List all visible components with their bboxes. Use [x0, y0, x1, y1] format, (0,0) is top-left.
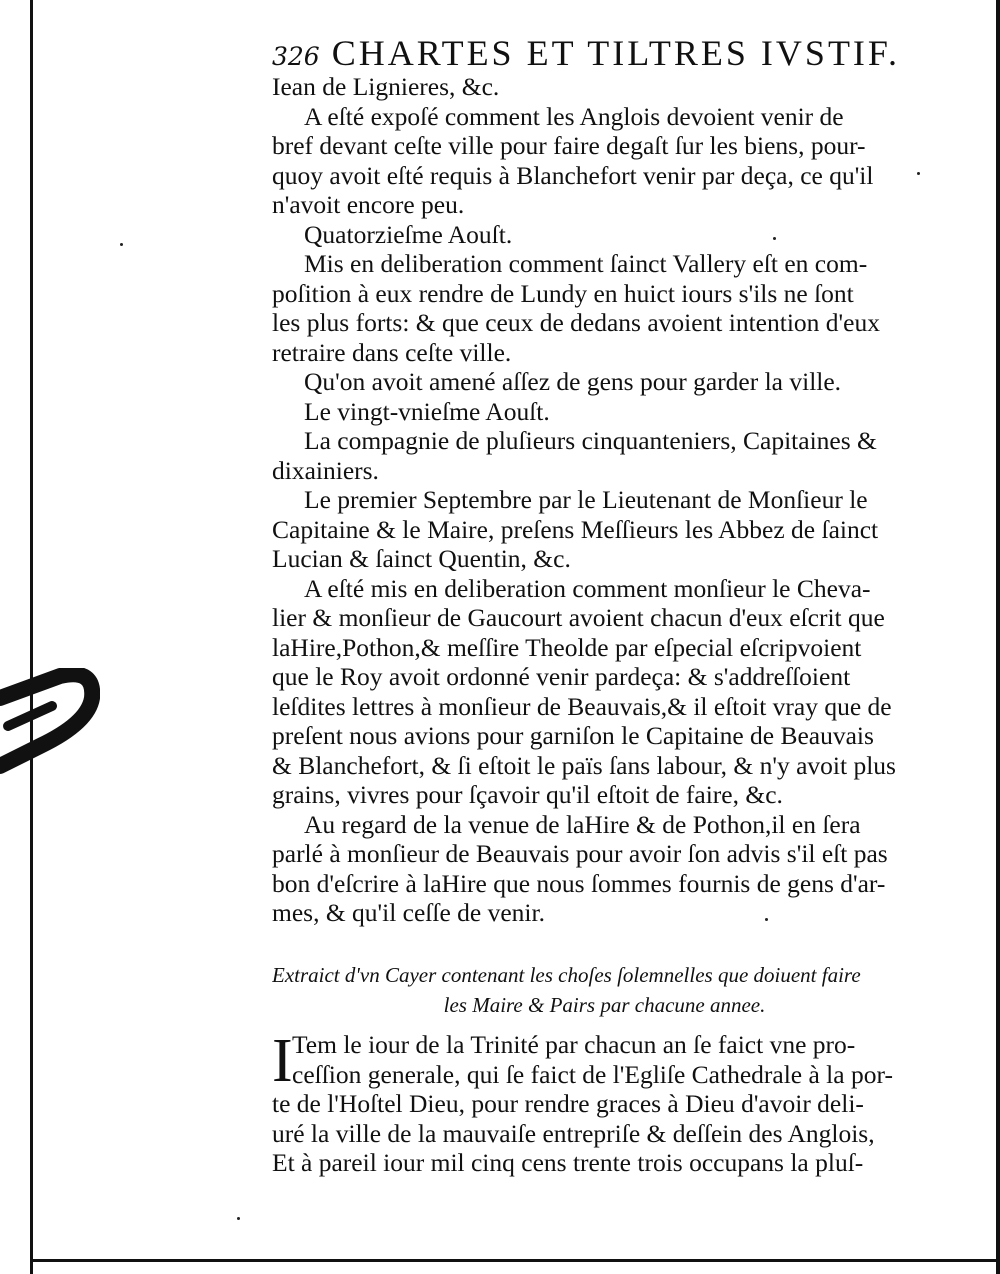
text-line: A eſté mis en deliberation comment monſieur le Cheva-	[304, 573, 871, 603]
page-bottom-edge	[30, 1259, 1000, 1262]
page-left-edge	[30, 0, 33, 1274]
print-speck	[120, 243, 123, 246]
text-line: & Blanchefort, & ſi eſtoit le païs ſans labour, & n'y avoit plus	[272, 750, 896, 780]
text-line: que le Roy avoit ordonné venir pardeça: & s'addreſſoient	[272, 662, 851, 691]
text-line: n'avoit encore peu.	[272, 190, 465, 219]
text-line: poſition à eux rendre de Lundy en huict iours s'ils ne ſont	[272, 278, 854, 308]
text-line: Iean de Lignieres, &c.	[272, 72, 500, 101]
text-line: quoy avoit eſté requis à Blanchefort venir par deça, ce qu'il	[272, 160, 874, 190]
print-speck	[237, 1217, 240, 1220]
text-line: Le premier Septembre par le Lieutenant de Monſieur le	[304, 485, 868, 514]
text-line: grains, vivres pour ſçavoir qu'il eſtoit de faire, &c.	[272, 780, 783, 809]
text-line: Au regard de la venue de laHire & de Pothon,il en ſera	[304, 809, 861, 839]
text-line: te de l'Hoſtel Dieu, pour rendre graces à Dieu d'avoir deli-	[272, 1089, 864, 1118]
main-text	[272, 72, 932, 928]
text-line: leſdites lettres à monſieur de Beauvais,& il eſtoit vray que de	[272, 691, 892, 721]
text-line: Tem le iour de la Trinité par chacun an ſe faict vne pro-	[292, 1030, 856, 1059]
text-line: Et à pareil iour mil cinq cens trente trois occupans la pluſ-	[272, 1148, 864, 1177]
text-line: Capitaine & le Maire, preſens Meſſieurs les Abbez de ſainct	[272, 514, 879, 544]
text-line: Le vingt-vnieſme Aouſt.	[304, 396, 550, 426]
text-line: lier & monſieur de Gaucourt avoient chacun d'eux eſcrit que	[272, 603, 885, 632]
text-line: Lucian & ſainct Quentin, &c.	[272, 544, 571, 573]
text-line: dixainiers.	[272, 455, 379, 485]
text-line: ceſſion generale, qui ſe faict de l'Egliſe Cathedrale à la por-	[292, 1059, 893, 1089]
section-heading	[272, 960, 937, 1020]
page-header	[272, 32, 932, 74]
section-heading-line: Extraict d'vn Cayer contenant les choſes ſolemnelles que doiuent faire	[272, 963, 861, 987]
text-line: laHire,Pothon,& meſſire Theolde par eſpecial eſcripvoient	[272, 632, 862, 662]
section-text	[272, 1027, 932, 1178]
text-line: bref devant ceſte ville pour faire degaſt ſur les biens, pour-	[272, 131, 866, 160]
drop-cap: I	[272, 1027, 293, 1095]
running-title: CHARTES ET TILTRES IVSTIF.	[331, 33, 901, 73]
text-line: bon d'eſcrire à laHire que nous ſommes fournis de gens d'ar-	[272, 868, 886, 898]
section-heading-line: les Maire & Pairs par chacune annee.	[443, 993, 766, 1017]
text-line: uré la ville de la mauvaiſe entrepriſe & deſſein des Anglois,	[272, 1118, 875, 1148]
text-line: parlé à monſieur de Beauvais pour avoir ſon advis s'il eſt pas	[272, 839, 888, 868]
text-line: Qu'on avoit amené aſſez de gens pour garder la ville.	[304, 367, 842, 396]
page-number: 326	[272, 42, 320, 71]
text-line: A eſté expoſé comment les Anglois devoient venir de	[304, 101, 844, 131]
text-line: La compagnie de pluſieurs cinquanteniers, Capitaines &	[304, 426, 877, 455]
text-line: Mis en deliberation comment ſainct Vallery eſt en com-	[304, 249, 868, 278]
text-line: les plus forts: & que ceux de dedans avoient intention d'eux	[272, 308, 880, 337]
text-line: Quatorzieſme Aouſt.	[304, 219, 513, 249]
page-right-edge	[996, 0, 1000, 1274]
paper-clip-icon	[0, 668, 100, 788]
text-line: mes, & qu'il ceſſe de venir.	[272, 898, 545, 927]
text-line: retraire dans ceſte ville.	[272, 337, 512, 367]
text-line: preſent nous avions pour garniſon le Capitaine de Beauvais	[272, 721, 874, 750]
